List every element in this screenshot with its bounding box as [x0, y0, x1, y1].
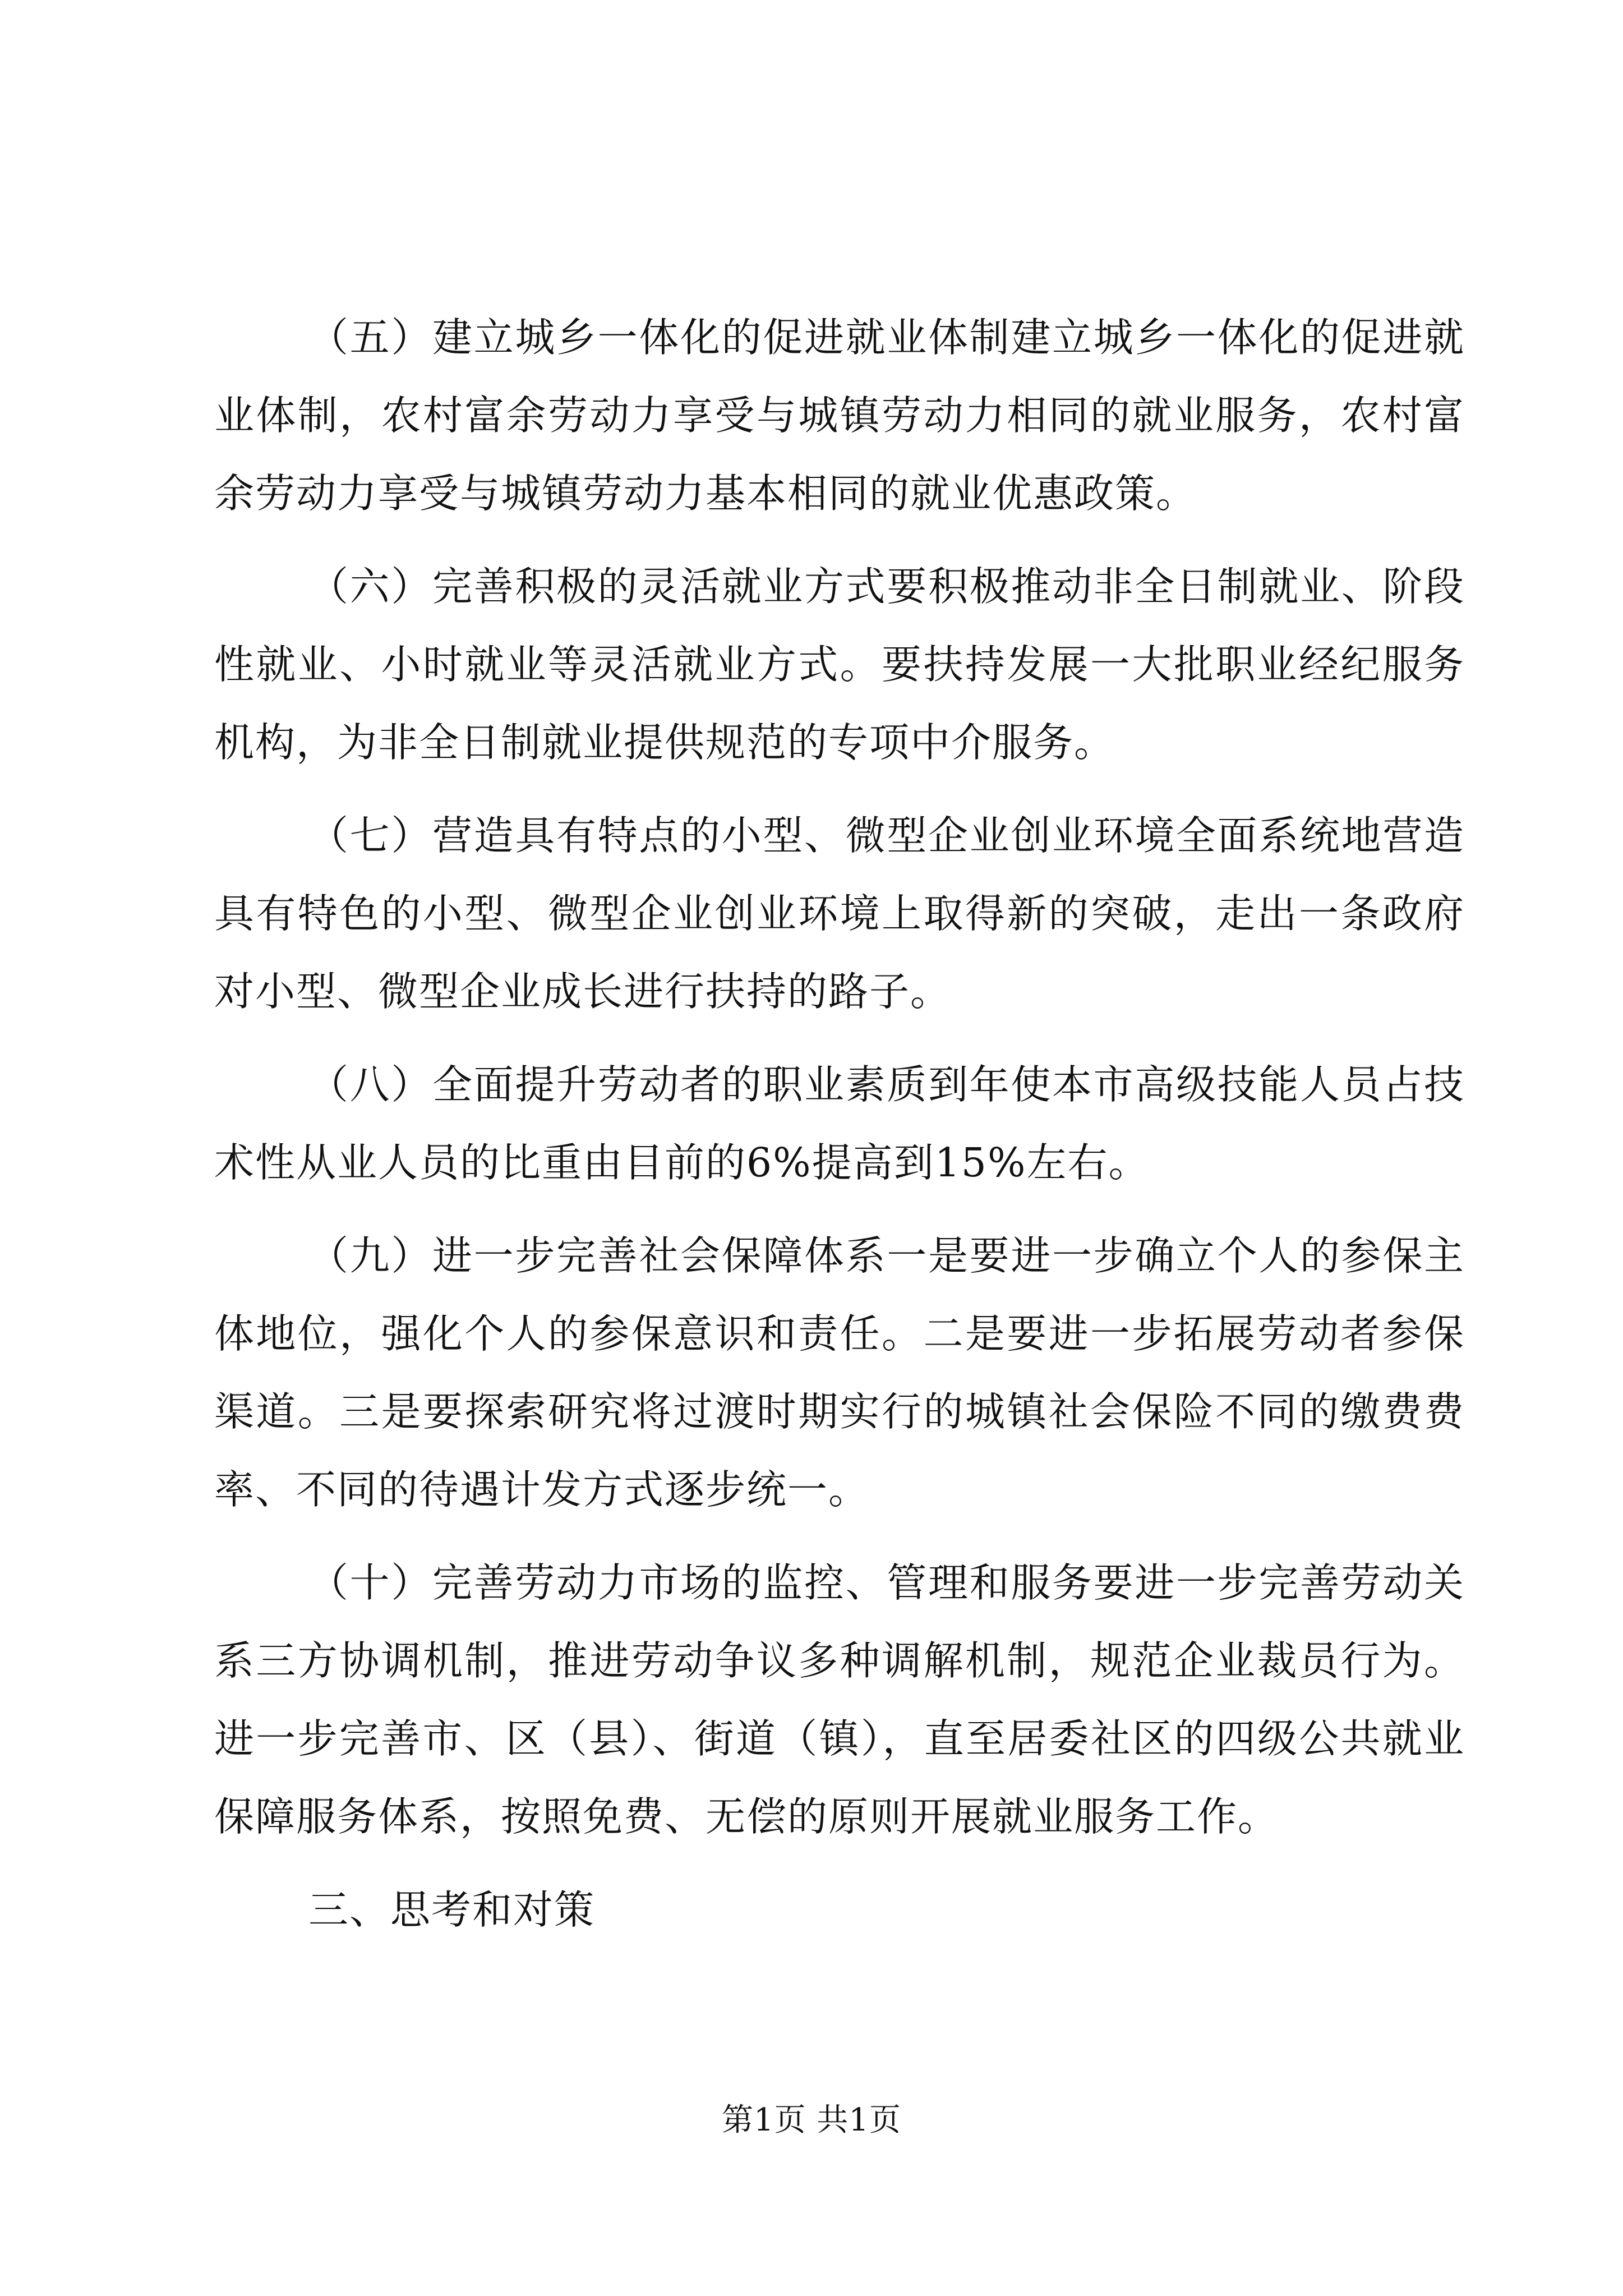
paragraph-ten: （十）完善劳动力市场的监控、管理和服务要进一步完善劳动关系三方协调机制，推进劳动争议多种调解机制，规范企业裁员行为。进一步完善市、区（县）、街道（镇），直至居委社区的四级公共就业保障服务体系，按照免费、无偿的原则开展就业服务工作。 [214, 1559, 1465, 1840]
paragraph-seven: （七）营造具有特点的小型、微型企业创业环境全面系统地营造具有特色的小型、微型企业创业环境上取得新的突破，走出一条政府对小型、微型企业成长进行扶持的路子。 [214, 812, 1465, 1015]
page-footer: 第1页 共1页 [721, 2102, 902, 2138]
paragraph-six: （六）完善积极的灵活就业方式要积极推动非全日制就业、阶段性就业、小时就业等灵活就业方式。要扶持发展一大批职业经纪服务机构，为非全日制就业提供规范的专项中介服务。 [214, 563, 1465, 766]
paragraph-nine: （九）进一步完善社会保障体系一是要进一步确立个人的参保主体地位，强化个人的参保意识和责任。二是要进一步拓展劳动者参保渠道。三是要探索研究将过渡时期实行的城镇社会保险不同的缴费费率、不同的待遇计发方式逐步统一。 [214, 1232, 1465, 1513]
paragraph-eight: （八）全面提升劳动者的职业素质到年使本市高级技能人员占技术性从业人员的比重由目前的6%提高到15%左右。 [214, 1061, 1465, 1186]
section-heading: 三、思考和对策 [308, 1887, 596, 1933]
document-body [214, 298, 1465, 1949]
paragraph-five: （五）建立城乡一体化的促进就业体制建立城乡一体化的促进就业体制，农村富余劳动力享受与城镇劳动力相同的就业服务，农村富余劳动力享受与城镇劳动力基本相同的就业优惠政策。 [214, 314, 1465, 517]
